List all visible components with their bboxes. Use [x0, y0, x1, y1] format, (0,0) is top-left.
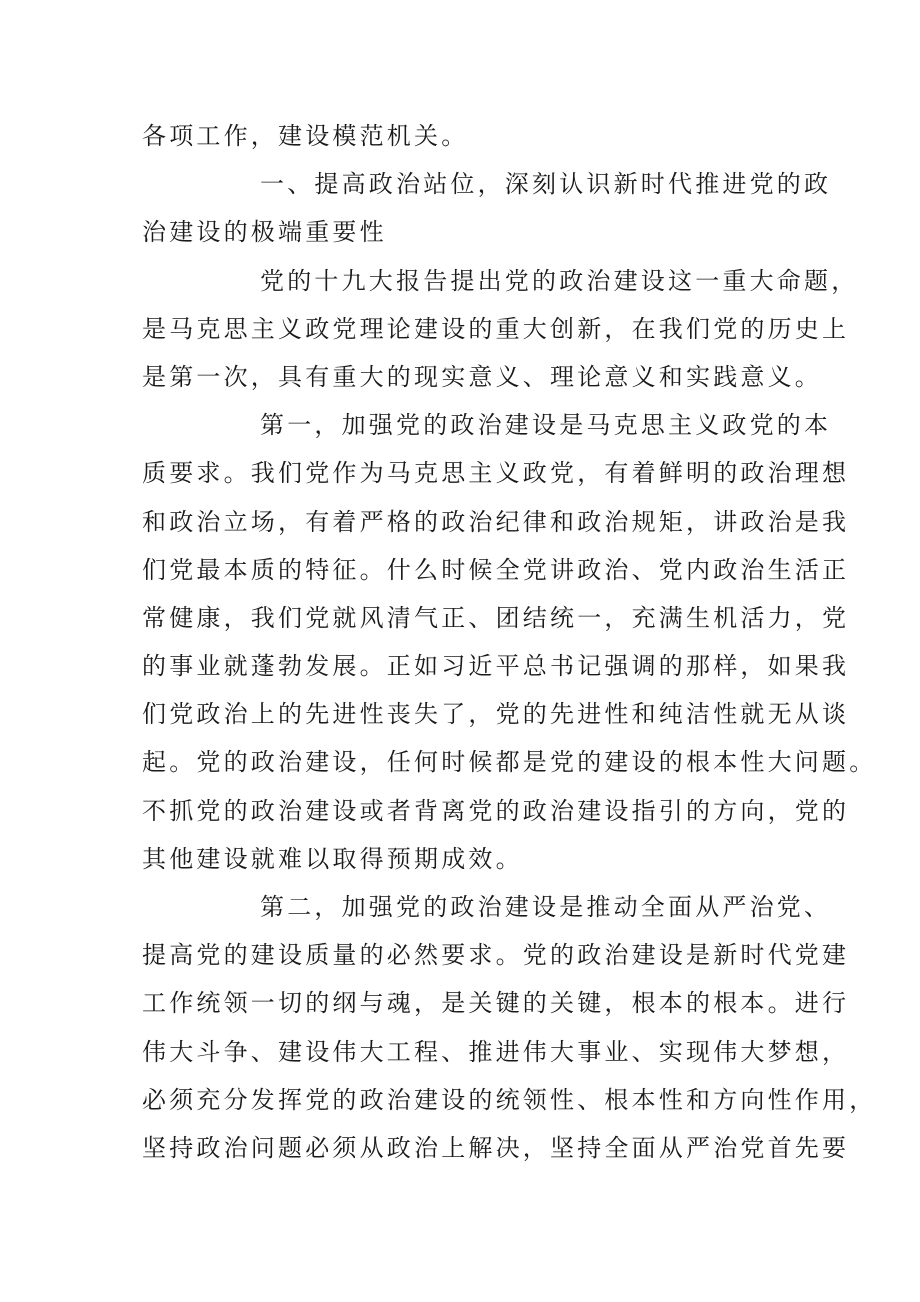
- text-line: 伟大斗争、建设伟大工程、推进伟大事业、实现伟大梦想，: [142, 1037, 850, 1066]
- text-line: 们党政治上的先进性丧失了，党的先进性和纯洁性就无从谈: [142, 700, 850, 729]
- text-line: 不抓党的政治建设或者背离党的政治建设指引的方向，党的: [142, 796, 850, 825]
- section-heading-line: 一、提高政治站位，深刻认识新时代推进党的政: [260, 170, 832, 199]
- text-line: 的事业就蓬勃发展。正如习近平总书记强调的那样，如果我: [142, 652, 850, 681]
- text-line: 们党最本质的特征。什么时候全党讲政治、党内政治生活正: [142, 555, 850, 584]
- text-line: 质要求。我们党作为马克思主义政党，有着鲜明的政治理想: [142, 459, 850, 488]
- text-line: 各项工作，建设模范机关。: [142, 122, 469, 150]
- text-line: 工作统领一切的纲与魂，是关键的关键，根本的根本。进行: [142, 989, 850, 1018]
- document-body: [142, 112, 877, 1172]
- text-line: 是第一次，具有重大的现实意义、理论意义和实践意义。: [142, 362, 822, 391]
- text-line: 提高党的建设质量的必然要求。党的政治建设是新时代党建: [142, 941, 850, 970]
- paragraph-first-line: 第二，加强党的政治建设是推动全面从严治党、: [260, 893, 832, 921]
- paragraph-first-line: 党的十九大报告提出党的政治建设这一重大命题，: [260, 266, 859, 295]
- text-line: 坚持政治问题必须从政治上解决，坚持全面从严治党首先要: [142, 1133, 850, 1162]
- text-line: 是马克思主义政党理论建设的重大创新，在我们党的历史上: [142, 314, 850, 343]
- text-line: 其他建设就难以取得预期成效。: [142, 844, 523, 873]
- text-line: 必须充分发挥党的政治建设的统领性、根本性和方向性作用，: [142, 1085, 877, 1114]
- text-line: 和政治立场，有着严格的政治纪律和政治规矩，讲政治是我: [142, 507, 850, 536]
- section-heading-line: 治建设的极端重要性: [142, 218, 387, 247]
- paragraph-first-line: 第一，加强党的政治建设是马克思主义政党的本: [260, 411, 832, 440]
- text-line: 常健康，我们党就风清气正、团结统一，充满生机活力，党: [142, 603, 850, 632]
- text-line: 起。党的政治建设，任何时候都是党的建设的根本性大问题。: [142, 748, 877, 777]
